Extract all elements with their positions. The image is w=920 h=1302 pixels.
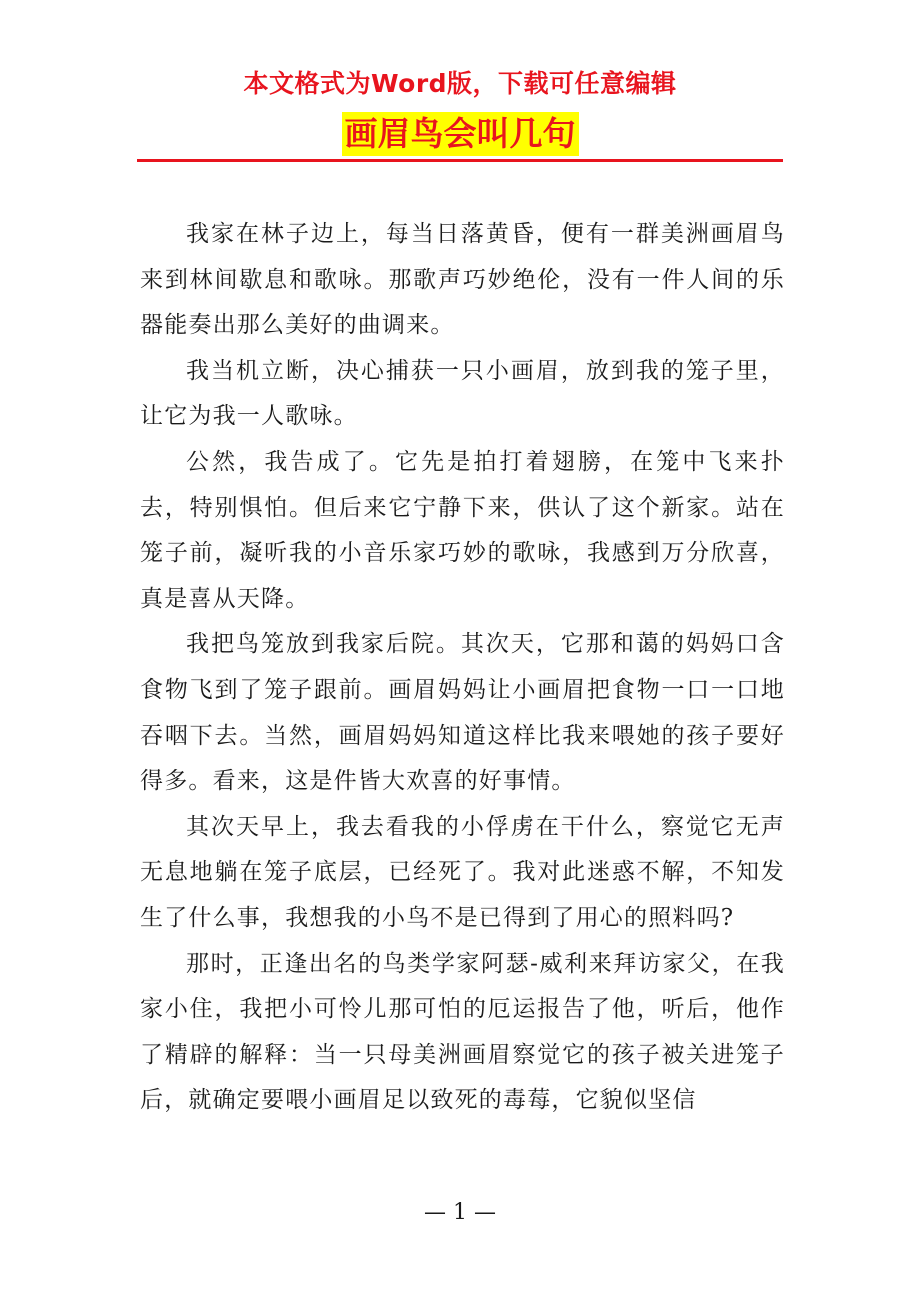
- document-title: 画眉鸟会叫几句: [342, 112, 579, 156]
- paragraph: 我把鸟笼放到我家后院。其次天，它那和蔼的妈妈口含食物飞到了笼子跟前。画眉妈妈让小画眉把食物一口一口地吞咽下去。当然，画眉妈妈知道这样比我来喂她的孩子要好得多。看来，这是件皆大欢喜的好事情。: [140, 631, 785, 795]
- format-banner: 本文格式为Word版，下载可任意编辑: [243, 69, 677, 98]
- title-wrapper: [0, 112, 920, 156]
- document-body: [140, 212, 785, 1124]
- paragraph: 那时，正逢出名的鸟类学家阿瑟-威利来拜访家父，在我家小住，我把小可怜儿那可怕的厄运报告了他，听后，他作了精辟的解释：当一只母美洲画眉察觉它的孩子被关进笼子后，就确定要喂小画眉足以致死的毒莓，它貌似坚信: [140, 950, 785, 1114]
- page-number: — 1 —: [424, 1200, 496, 1225]
- paragraph: 公然，我告成了。它先是拍打着翅膀，在笼中飞来扑去，特别惧怕。但后来它宁静下来，供认了这个新家。站在笼子前，凝听我的小音乐家巧妙的歌咏，我感到万分欣喜，真是喜从天降。: [140, 448, 785, 612]
- title-divider: [137, 159, 783, 162]
- paragraph: 我家在林子边上，每当日落黄昏，便有一群美洲画眉鸟来到林间歇息和歌咏。那歌声巧妙绝伦，没有一件人间的乐器能奏出那么美好的曲调来。: [140, 221, 785, 339]
- paragraph: 我当机立断，决心捕获一只小画眉，放到我的笼子里，让它为我一人歌咏。: [140, 357, 785, 430]
- paragraph: 其次天早上，我去看我的小俘虏在干什么，察觉它无声无息地躺在笼子底层，已经死了。我对此迷惑不解，不知发生了什么事，我想我的小鸟不是已得到了用心的照料吗?: [140, 813, 785, 931]
